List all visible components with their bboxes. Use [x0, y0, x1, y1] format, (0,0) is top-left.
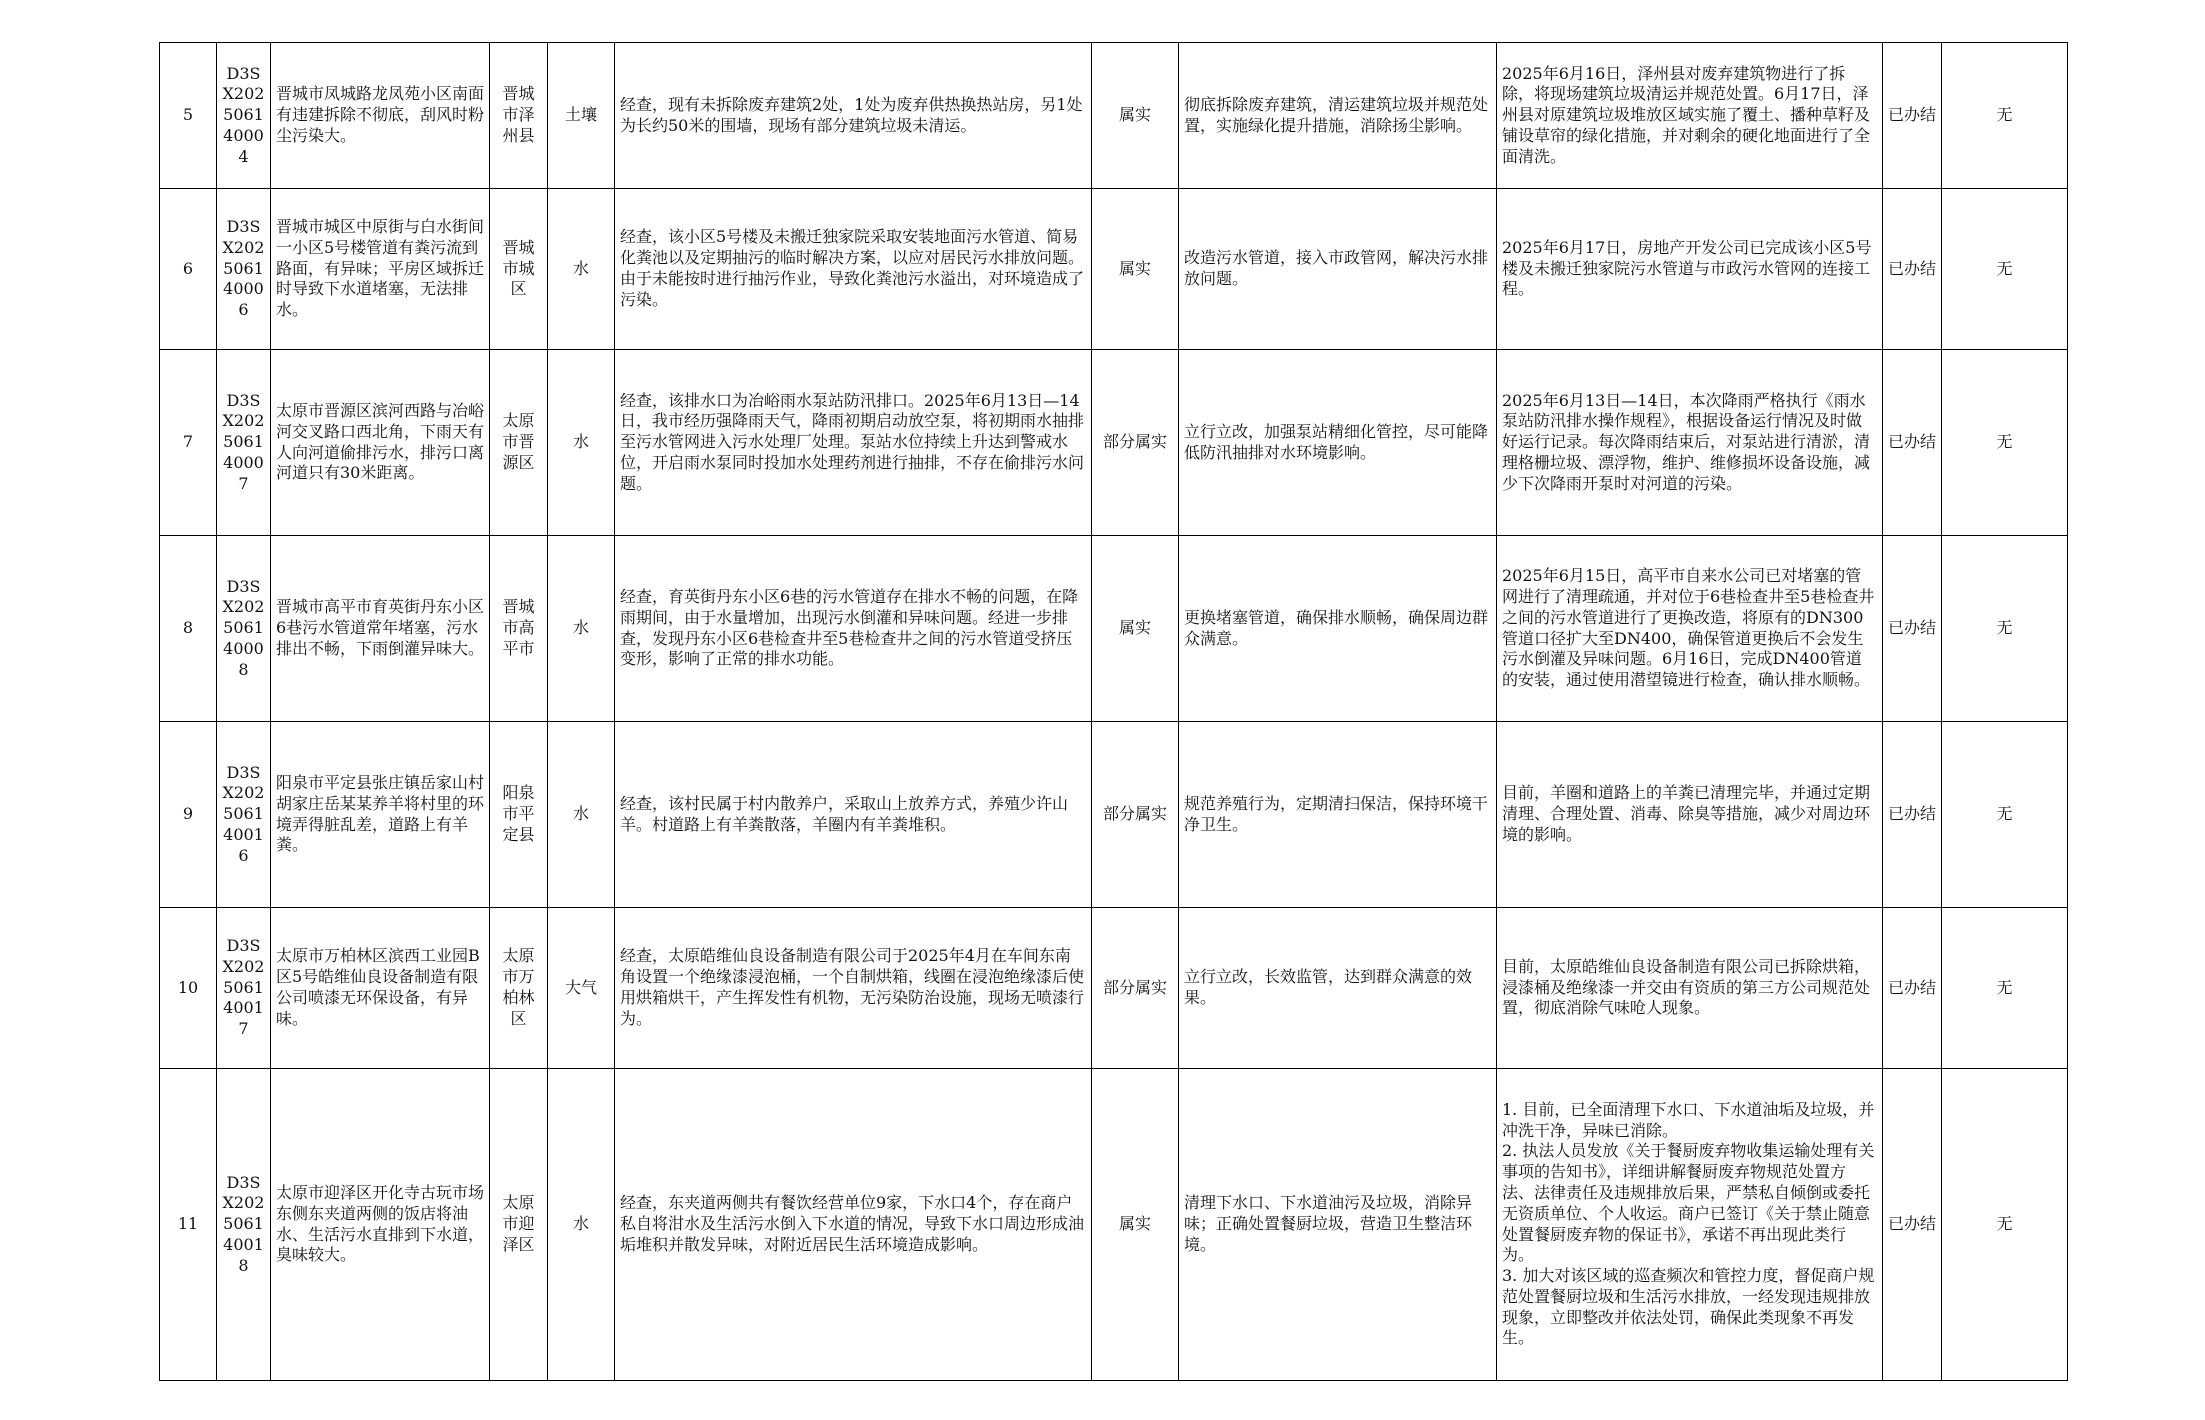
- complaint-description: 晋城市凤城路龙凤苑小区南面有违建拆除不彻底，刮风时粉尘污染大。: [271, 43, 490, 189]
- investigation-findings: 经查，太原皓维仙良设备制造有限公司于2025年4月在车间东南角设置一个绝缘漆浸泡桶，一个自制烘箱，线圈在浸泡绝缘漆后使用烘箱烘干，产生挥发性有机物，无污染防治设施，现场无喷漆行为。: [615, 908, 1092, 1069]
- status: 已办结: [1883, 908, 1942, 1069]
- investigation-findings: 经查，该小区5号楼及未搬迁独家院采取安装地面污水管道、简易化粪池以及定期抽污的临时解决方案，以应对居民污水排放问题。由于未能按时进行抽污作业，导致化粪池污水溢出，对环境造成了污染。: [615, 189, 1092, 350]
- row-number: 8: [160, 536, 217, 722]
- row-number: 11: [160, 1069, 217, 1381]
- pollution-type: 水: [548, 722, 615, 908]
- table-row: [160, 189, 2068, 350]
- row-number: 7: [160, 350, 217, 536]
- verification-result: 属实: [1092, 1069, 1179, 1381]
- rectification-result: [1497, 350, 1883, 536]
- result-line: 3. 加大对该区域的巡查频次和管控力度，督促商户规范处置餐厨垃圾和生活污水排放，一经发现违规排放现象，立即整改并依法处罚，确保此类现象不再发生。: [1502, 1266, 1875, 1348]
- rectification-goal: 规范养殖行为，定期清扫保洁，保持环境干净卫生。: [1179, 722, 1497, 908]
- status: 已办结: [1883, 1069, 1942, 1381]
- verification-result: 属实: [1092, 43, 1179, 189]
- complaint-code: D3SX202506140004: [217, 43, 271, 189]
- rectification-result: [1497, 43, 1883, 189]
- verification-result: 属实: [1092, 536, 1179, 722]
- table-row: [160, 43, 2068, 189]
- region: 晋城市高平市: [490, 536, 548, 722]
- verification-result: 部分属实: [1092, 350, 1179, 536]
- verification-result: 属实: [1092, 189, 1179, 350]
- remarks: 无: [1942, 722, 2068, 908]
- status: 已办结: [1883, 189, 1942, 350]
- rectification-result: [1497, 908, 1883, 1069]
- result-line: 2025年6月15日，高平市自来水公司已对堵塞的管网进行了清理疏通，并对位于6巷检查井至5巷检查井之间的污水管道进行了更换改造，将原有的DN300管道口径扩大至DN400，确保管道更换后不会发生污水倒灌及异味问题。6月16日，完成DN400管道的安装，通过使用潜望镜进行检查，确认排水顺畅。: [1502, 566, 1875, 690]
- rectification-goal: 改造污水管道，接入市政管网，解决污水排放问题。: [1179, 189, 1497, 350]
- region: 晋城市泽州县: [490, 43, 548, 189]
- remarks: 无: [1942, 536, 2068, 722]
- investigation-findings: 经查，该村民属于村内散养户，采取山上放养方式，养殖少许山羊。村道路上有羊粪散落，羊圈内有羊粪堆积。: [615, 722, 1092, 908]
- investigation-findings: 经查，育英街丹东小区6巷的污水管道存在排水不畅的问题，在降雨期间，由于水量增加，出现污水倒灌和异味问题。经进一步排查，发现丹东小区6巷检查井至5巷检查井之间的污水管道受挤压变形，影响了正常的排水功能。: [615, 536, 1092, 722]
- rectification-result: [1497, 189, 1883, 350]
- row-number: 10: [160, 908, 217, 1069]
- result-line: 1. 目前，已全面清理下水口、下水道油垢及垃圾，并冲洗干净，异味已消除。: [1502, 1099, 1875, 1140]
- complaint-description: 太原市迎泽区开化寺古玩市场东侧东夹道两侧的饭店将油水、生活污水直排到下水道，臭味较大。: [271, 1069, 490, 1381]
- status: 已办结: [1883, 722, 1942, 908]
- complaint-code: D3SX202506140007: [217, 350, 271, 536]
- region: 太原市晋源区: [490, 350, 548, 536]
- complaint-description: 晋城市高平市育英街丹东小区6巷污水管道常年堵塞，污水排出不畅，下雨倒灌异味大。: [271, 536, 490, 722]
- verification-result: 部分属实: [1092, 908, 1179, 1069]
- region: 太原市迎泽区: [490, 1069, 548, 1381]
- row-number: 5: [160, 43, 217, 189]
- pollution-type: 水: [548, 189, 615, 350]
- table-row: [160, 1069, 2068, 1381]
- row-number: 6: [160, 189, 217, 350]
- remarks: 无: [1942, 43, 2068, 189]
- remarks: 无: [1942, 908, 2068, 1069]
- complaint-code: D3SX202506140018: [217, 1069, 271, 1381]
- rectification-goal: 更换堵塞管道，确保排水顺畅，确保周边群众满意。: [1179, 536, 1497, 722]
- table-row: [160, 536, 2068, 722]
- status: 已办结: [1883, 43, 1942, 189]
- row-number: 9: [160, 722, 217, 908]
- pollution-type: 土壤: [548, 43, 615, 189]
- complaint-description: 晋城市城区中原街与白水街间一小区5号楼管道有粪污流到路面，有异味；平房区域拆迁时导致下水道堵塞，无法排水。: [271, 189, 490, 350]
- table-body: [160, 43, 2068, 1381]
- pollution-type: 水: [548, 1069, 615, 1381]
- rectification-goal: 彻底拆除废弃建筑，清运建筑垃圾并规范处置，实施绿化提升措施，消除扬尘影响。: [1179, 43, 1497, 189]
- rectification-goal: 立行立改，长效监管，达到群众满意的效果。: [1179, 908, 1497, 1069]
- result-line: 目前，羊圈和道路上的羊粪已清理完毕，并通过定期清理、合理处置、消毒、除臭等措施，减少对周边环境的影响。: [1502, 783, 1871, 844]
- investigation-findings: 经查，该排水口为冶峪雨水泵站防汛排口。2025年6月13日—14日，我市经历强降雨天气，降雨初期启动放空泵，将初期雨水抽排至污水管网进入污水处理厂处理。泵站水位持续上升达到警戒水位，开启雨水泵同时投加水处理药剂进行抽排，不存在偷排污水问题。: [615, 350, 1092, 536]
- complaint-description: 阳泉市平定县张庄镇岳家山村胡家庄岳某某养羊将村里的环境弄得脏乱差，道路上有羊粪。: [271, 722, 490, 908]
- result-line: 2025年6月13日—14日，本次降雨严格执行《雨水泵站防汛排水操作规程》，根据设备运行情况及时做好运行记录。每次降雨结束后，对泵站进行清淤，清理格栅垃圾、漂浮物，维护、维修损坏设备设施，减少下次降雨开泵时对河道的污染。: [1502, 390, 1871, 493]
- verification-result: 部分属实: [1092, 722, 1179, 908]
- result-line: 2025年6月17日，房地产开发公司已完成该小区5号楼及未搬迁独家院污水管道与市政污水管网的连接工程。: [1502, 237, 1872, 299]
- rectification-result: [1497, 722, 1883, 908]
- investigation-findings: 经查，现有未拆除废弃建筑2处，1处为废弃供热换热站房，另1处为长约50米的围墙，现场有部分建筑垃圾未清运。: [615, 43, 1092, 189]
- rectification-result: [1497, 536, 1883, 722]
- region: 阳泉市平定县: [490, 722, 548, 908]
- complaint-code: D3SX202506140016: [217, 722, 271, 908]
- result-line: 目前，太原皓维仙良设备制造有限公司已拆除烘箱，浸漆桶及绝缘漆一并交由有资质的第三方公司规范处置，彻底消除气味呛人现象。: [1502, 956, 1871, 1018]
- result-line: 2. 执法人员发放《关于餐厨废弃物收集运输处理有关事项的告知书》，详细讲解餐厨废弃物规范处置方法、法律责任及违规排放后果，严禁私自倾倒或委托无资质单位、个人收运。商户已签订《关于禁止随意处置餐厨废弃物的保证书》，承诺不再出现此类行为。: [1502, 1141, 1875, 1265]
- complaint-code: D3SX202506140006: [217, 189, 271, 350]
- pollution-type: 水: [548, 350, 615, 536]
- region: 晋城市城区: [490, 189, 548, 350]
- rectification-goal: 清理下水口、下水道油污及垃圾，消除异味；正确处置餐厨垃圾，营造卫生整洁环境。: [1179, 1069, 1497, 1381]
- table-row: [160, 908, 2068, 1069]
- rectification-result: [1497, 1069, 1883, 1381]
- status: 已办结: [1883, 350, 1942, 536]
- table-row: [160, 722, 2068, 908]
- result-line: 2025年6月16日，泽州县对废弃建筑物进行了拆除，将现场建筑垃圾清运并规范处置。6月17日，泽州县对原建筑垃圾堆放区域实施了覆土、播种草籽及铺设草帘的绿化措施，并对剩余的硬化地面进行了全面清洗。: [1502, 63, 1871, 166]
- complaint-description: 太原市万柏林区滨西工业园B区5号皓维仙良设备制造有限公司喷漆无环保设备，有异味。: [271, 908, 490, 1069]
- complaint-code: D3SX202506140017: [217, 908, 271, 1069]
- investigation-findings: 经查，东夹道两侧共有餐饮经营单位9家，下水口4个，存在商户私自将泔水及生活污水倒入下水道的情况，导致下水口周边形成油垢堆积并散发异味，对附近居民生活环境造成影响。: [615, 1069, 1092, 1381]
- complaint-code: D3SX202506140008: [217, 536, 271, 722]
- pollution-type: 水: [548, 536, 615, 722]
- complaint-table: [159, 42, 2068, 1381]
- remarks: 无: [1942, 1069, 2068, 1381]
- remarks: 无: [1942, 350, 2068, 536]
- complaint-description: 太原市晋源区滨河西路与冶峪河交叉路口西北角，下雨天有人向河道偷排污水，排污口离河道只有30米距离。: [271, 350, 490, 536]
- status: 已办结: [1883, 536, 1942, 722]
- remarks: 无: [1942, 189, 2068, 350]
- table-row: [160, 350, 2068, 536]
- pollution-type: 大气: [548, 908, 615, 1069]
- region: 太原市万柏林区: [490, 908, 548, 1069]
- rectification-goal: 立行立改，加强泵站精细化管控，尽可能降低防汛抽排对水环境影响。: [1179, 350, 1497, 536]
